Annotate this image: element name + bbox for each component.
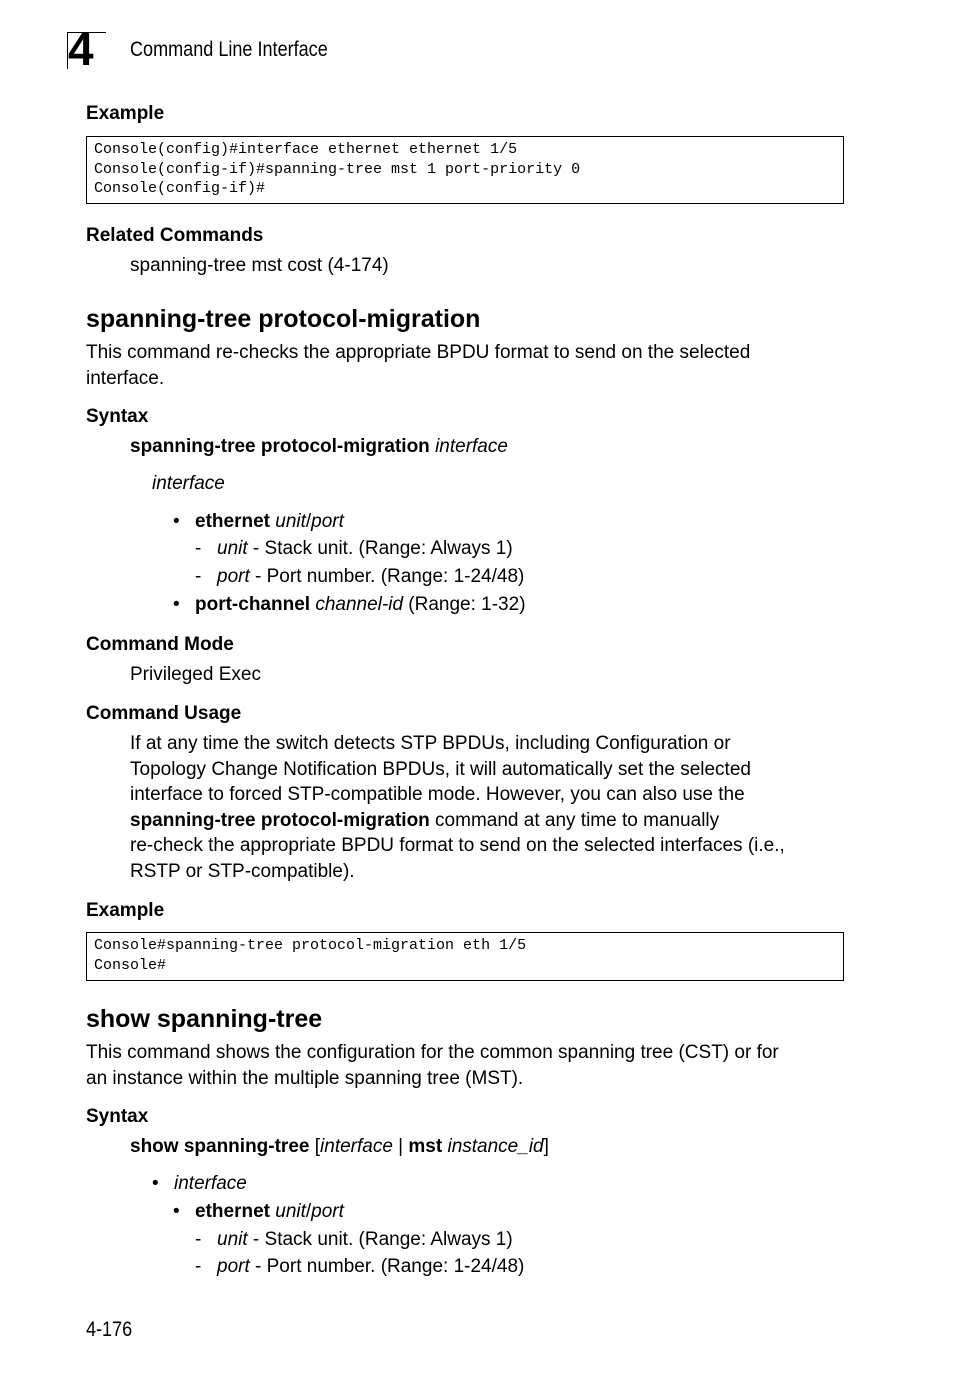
related-commands-text: spanning-tree mst cost (4-174) <box>130 255 389 276</box>
chapter-number: 4 <box>68 23 92 75</box>
example-heading: Example <box>86 900 165 921</box>
command-mode-text: Privileged Exec <box>130 664 261 685</box>
syntax-line <box>130 434 508 460</box>
list-item: - port - Port number. (Range: 1-24/48) <box>217 1254 524 1280</box>
running-header-title: Command Line Interface <box>130 38 328 61</box>
list-item: • port-channel channel-id (Range: 1-32) <box>195 592 526 618</box>
syntax-line: show spanning-tree [interface | mst instance_id] <box>130 1136 549 1157</box>
example-heading: Example <box>86 103 165 124</box>
related-commands-heading: Related Commands <box>86 225 264 246</box>
syntax-command: spanning-tree protocol-migration <box>130 436 430 457</box>
section-description: This command shows the configuration for the common spanning tree (CST) or for an instance within the multiple spanning tree (MST). <box>86 1042 779 1089</box>
code-example-2: Console#spanning-tree protocol-migration eth 1/5 Console# <box>86 932 844 981</box>
code-example-1: Console(config)#interface ethernet ethernet 1/5 Console(config-if)#spanning-tree mst 1 port-priority 0 Console(config-if)# <box>86 136 844 204</box>
list-item: - port - Port number. (Range: 1-24/48) <box>217 564 524 590</box>
command-mode-heading: Command Mode <box>86 634 234 655</box>
parameter-name: interface <box>152 473 225 494</box>
list-item: • ethernet unit/port <box>195 509 344 535</box>
syntax-argument: interface <box>435 436 508 457</box>
section-title-protocol-migration: spanning-tree protocol-migration <box>86 305 481 333</box>
command-usage-text: If at any time the switch detects STP BPDUs, including Configuration or Topology Change Notification BPDUs, it will automatically set the selected interface to forced STP-compatible mode. However, you can also use the spanning-tree protocol-migration command at any time to manually re-check the appropriate BPDU format to send on the selected interfaces (i.e., RSTP or STP-compatible). <box>130 733 785 882</box>
command-usage-heading: Command Usage <box>86 703 242 724</box>
syntax-heading: Syntax <box>86 1106 149 1127</box>
section-title-show-spanning-tree: show spanning-tree <box>86 1005 323 1033</box>
list-item: • ethernet unit/port <box>195 1199 344 1225</box>
page-number: 4-176 <box>86 1318 133 1341</box>
list-item: - unit - Stack unit. (Range: Always 1) <box>217 536 513 562</box>
section-description: This command re-checks the appropriate BPDU format to send on the selected interface. <box>86 342 751 389</box>
syntax-heading: Syntax <box>86 406 149 427</box>
list-item: • interface <box>174 1171 247 1197</box>
list-item: - unit - Stack unit. (Range: Always 1) <box>217 1227 513 1253</box>
